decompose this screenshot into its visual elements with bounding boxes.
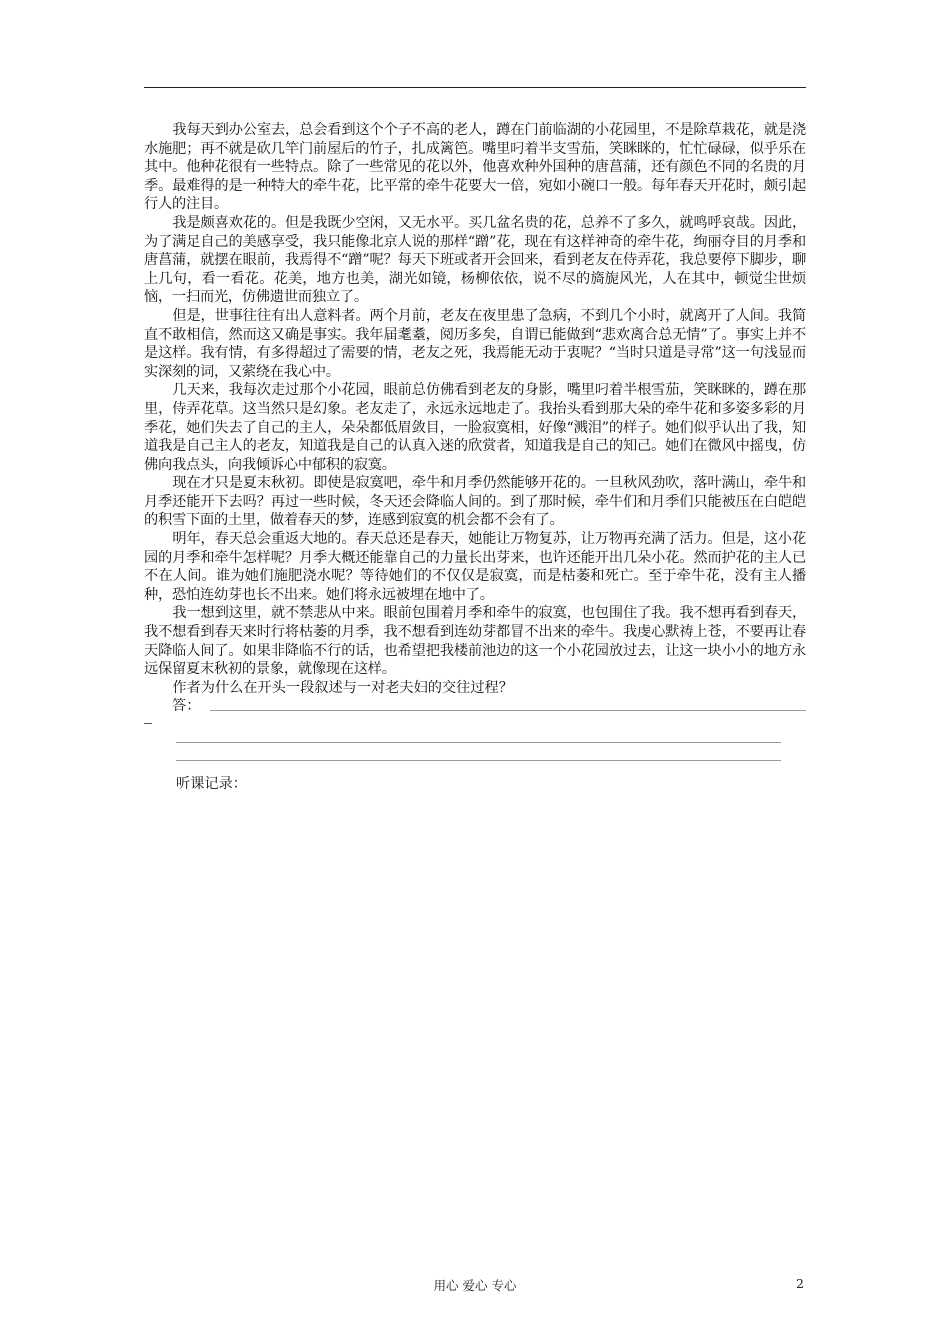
paragraph-7: 我一想到这里，就不禁悲从中来。眼前包围着月季和牵牛的寂寞，也包围住了我。我不想再看到春天，我不想看到春天来时行将枯萎的月季，我不想看到连幼芽都冒不出来的牵牛。我虔心默祷上苍，不要再让春天降临人间了。如果非降临不行的话，也希望把我楼前池边的这一个小花园放过去，让这一块小小的地方永远保留夏末秋初的景象，就像现在这样。 xyxy=(144,605,806,678)
paragraph-6: 明年，春天总会重返大地的。春天总还是春天，她能让万物复苏，让万物再充满了活力。但是，这小花园的月季和牵牛怎样呢？月季大概还能靠自己的力量长出芽来，也许还能开出几朵小花。然而护花的主人已不在人间。谁为她们施肥浇水呢？等待她们的不仅仅是寂寞，而是枯萎和死亡。至于牵牛花，没有主人播种，恐怕连幼芽也长不出来。她们将永远被埋在地中了。 xyxy=(144,531,806,603)
page-number: 2 xyxy=(796,1276,804,1291)
reading-passage xyxy=(144,121,806,716)
question: 作者为什么在开头一段叙述与一对老夫妇的交往过程？ xyxy=(172,679,513,696)
notes-label: 听课记录： xyxy=(176,776,247,792)
margin-dash xyxy=(144,723,152,724)
paragraph-3: 但是，世事往往有出人意料者。两个月前，老友在夜里患了急病，不到几个小时，就离开了人间。我简直不敢相信，然而这又确是事实。我年届耄耋，阅历多矣，自谓已能做到“悲欢离合总无情”了。事实上并不是这样。我有情，有多得超过了需要的情，老友之死，我焉能无动于衷呢？“当时只道是寻常”这一句浅显而实深刻的词，又萦绕在我心中。 xyxy=(144,307,806,380)
footer-motto: 用心 爱心 专心 xyxy=(433,1278,517,1293)
answer-line-2 xyxy=(176,742,781,743)
answer-row xyxy=(144,697,806,716)
paragraph-4: 几天来，我每次走过那个小花园，眼前总仿佛看到老友的身影，嘴里叼着半根雪茄，笑眯眯的，蹲在那里，侍弄花草。这当然只是幻象。老友走了，永远永远地走了。我抬头看到那大朵的牵牛花和多姿多彩的月季花，她们失去了自己的主人，朵朵都低眉敛目，一脸寂寞相，好像“溅泪”的样子。她们似乎认出了我，知道我是自己主人的老友，知道我是自己的认真入迷的欣赏者，知道我是自己的知己。她们在微风中摇曳，仿佛向我点头，向我倾诉心中郁积的寂寞。 xyxy=(144,382,806,473)
paragraph-5: 现在才只是夏末秋初。即使是寂寞吧，牵牛和月季仍然能够开花的。一旦秋风劲吹，落叶满山，牵牛和月季还能开下去吗？再过一些时候，冬天还会降临人间的。到了那时候，牵牛们和月季们只能被压在白皑皑的积雪下面的土里，做着春天的梦，连感到寂寞的机会都不会有了。 xyxy=(144,475,806,529)
paragraph-1: 我每天到办公室去，总会看到这个个子不高的老人，蹲在门前临湖的小花园里，不是除草栽花，就是浇水施肥；再不就是砍几竿门前屋后的竹子，扎成篱笆。嘴里叼着半支雪茄，笑眯眯的，忙忙碌碌，似乎乐在其中。他种花很有一些特点。除了一些常见的花以外，他喜欢种外国种的唐菖蒲，还有颜色不同的名贵的月季。最难得的是一种特大的牵牛花，比平常的牵牛花要大一倍，宛如小碗口一般。每年春天开花时，颇引起行人的注目。 xyxy=(144,122,806,213)
answer-line-1 xyxy=(210,710,806,711)
paragraph-2: 我是颇喜欢花的。但是我既少空闲，又无水平。买几盆名贵的花，总养不了多久，就鸣呼哀哉。因此，为了满足自己的美感享受，我只能像北京人说的那样“蹭”花，现在有这样神奇的牵牛花，绚丽夺目的月季和唐菖蒲，就摆在眼前，我焉得不“蹭”呢？每天下班或者开会回来，看到老友在侍弄花，我总要停下脚步，聊上几句，看一看花。花美，地方也美，湖光如镜，杨柳依依，说不尽的旖旎风光，人在其中，顿觉尘世烦恼，一扫而光，仿佛遗世而独立了。 xyxy=(144,214,806,306)
answer-label: 答： xyxy=(172,698,201,715)
header-rule xyxy=(144,87,806,88)
answer-line-3 xyxy=(176,760,781,761)
